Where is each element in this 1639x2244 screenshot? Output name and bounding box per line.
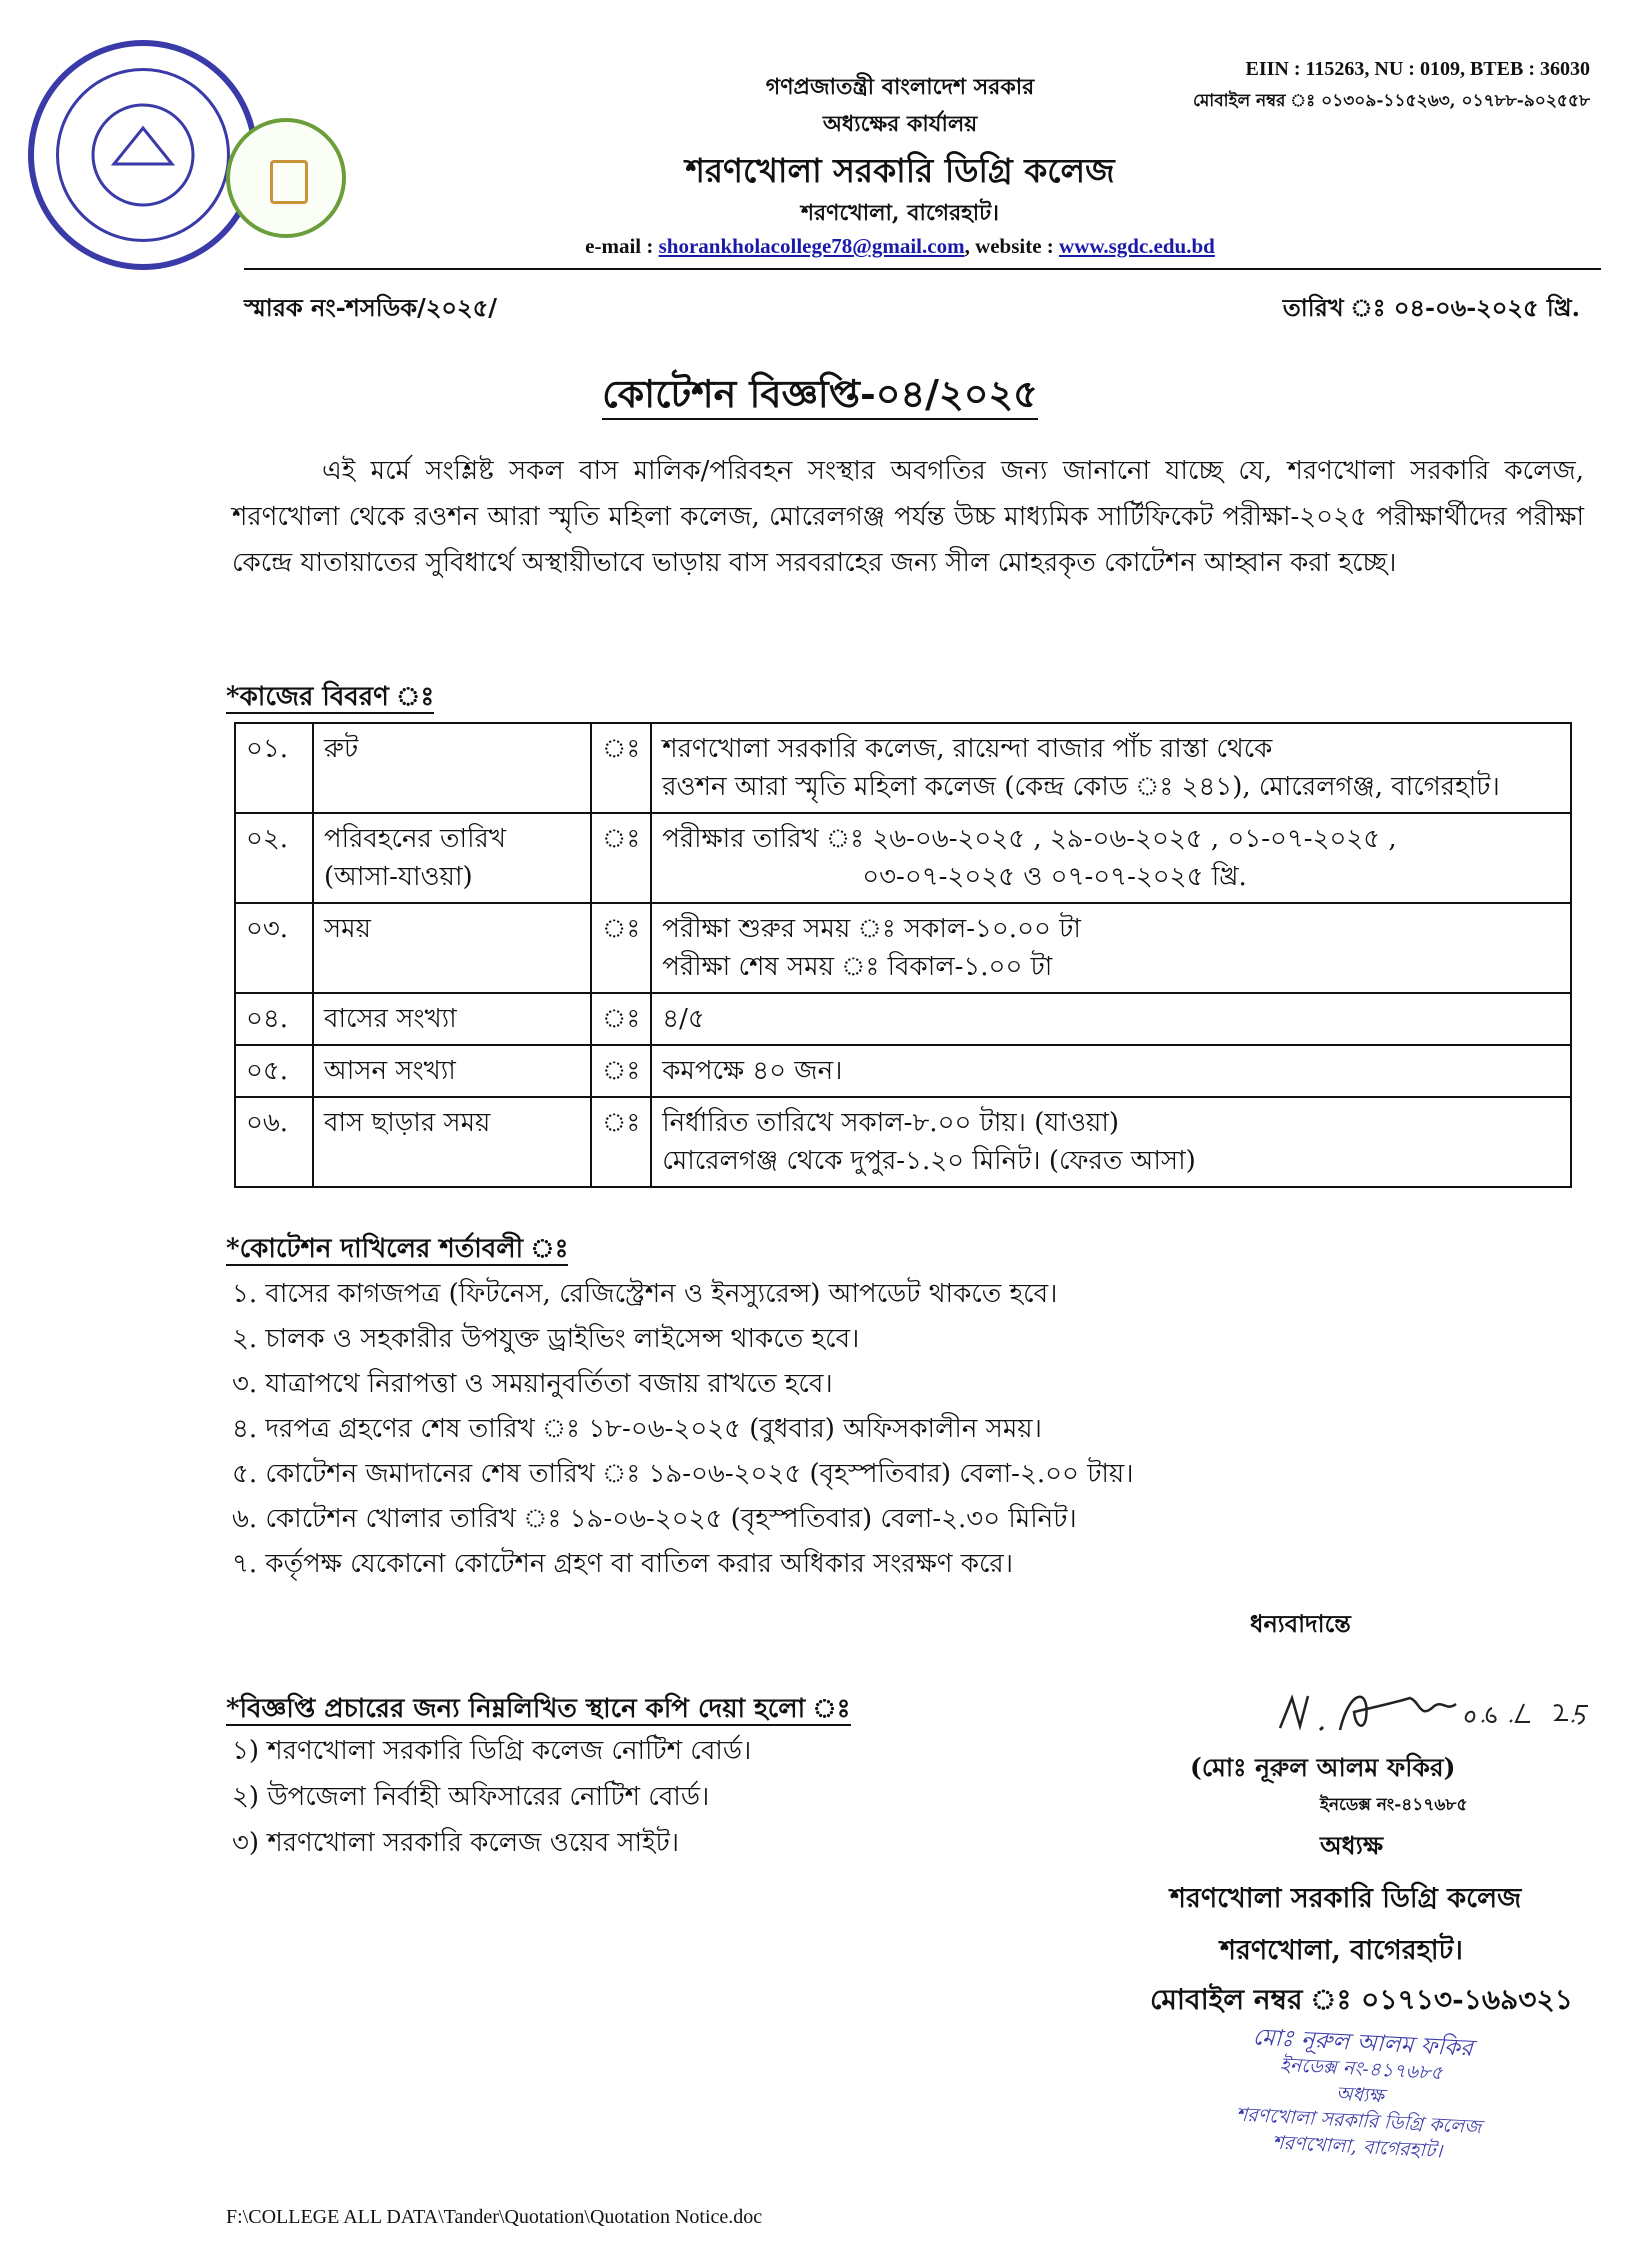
row-number: ০৪. <box>235 993 313 1045</box>
row-value-line: পরীক্ষার তারিখ ঃ ২৬-০৬-২০২৫ , ২৯-০৬-২০২৫ , ০১-০৭-২০২৫ , <box>662 824 1397 854</box>
table-row <box>235 723 1571 813</box>
row-value-line: মোরেলগঞ্জ থেকে দুপুর-১.২০ মিনিট। (ফেরত আসা) <box>662 1146 1196 1176</box>
row-separator: ঃ <box>591 813 651 903</box>
row-separator: ঃ <box>591 993 651 1045</box>
row-label: বাসের সংখ্যা <box>313 993 591 1045</box>
website-link[interactable]: www.sgdc.edu.bd <box>1059 234 1215 258</box>
table-row <box>235 903 1571 993</box>
row-value-line: ০৩-০৭-২০২৫ ও ০৭-০৭-২০২৫ খ্রি. <box>862 862 1247 892</box>
contact-line <box>440 234 1360 259</box>
eiin-info: EIIN : 115263, NU : 0109, BTEB : 36030 <box>1245 58 1590 80</box>
row-separator: ঃ <box>591 1045 651 1097</box>
notice-title-text: কোটেশন বিজ্ঞপ্তি-০৪/২০২৫ <box>602 371 1038 420</box>
condition-item: ৭. কর্তৃপক্ষ যেকোনো কোটেশন গ্রহণ বা বাতিল করার অধিকার সংরক্ষণ করে। <box>232 1549 1014 1579</box>
signatory-stamp <box>1177 2021 1543 2170</box>
row-number: ০২. <box>235 813 313 903</box>
row-value-line: রওশন আরা স্মৃতি মহিলা কলেজ (কেন্দ্র কোড ঃ ২৪১), মোরেলগঞ্জ, বাগেরহাট। <box>662 772 1500 802</box>
government-heading: গণপ্রজাতন্ত্রী বাংলাদেশ সরকার <box>765 74 1035 100</box>
seal-ring-icon <box>34 46 252 264</box>
row-label: বাস ছাড়ার সময় <box>313 1097 591 1187</box>
file-path-footer: F:\COLLEGE ALL DATA\Tander\Quotation\Quotation Notice.doc <box>226 2206 763 2228</box>
row-value <box>651 993 1571 1045</box>
handwritten-signature <box>1270 1668 1610 1752</box>
college-name: শরণখোলা সরকারি ডিগ্রি কলেজ <box>685 151 1115 190</box>
copy-item: ৩) শরণখোলা সরকারি কলেজ ওয়েব সাইট। <box>232 1828 680 1858</box>
signatory-place: শরণখোলা, বাগেরহাট। <box>1220 1935 1463 1966</box>
row-label: পরিবহনের তারিখ (আসা-যাওয়া) <box>313 813 591 903</box>
condition-item: ৩. যাত্রাপথে নিরাপত্তা ও সময়ানুবর্তিতা বজায় রাখতে হবে। <box>232 1369 833 1399</box>
row-value-line: শরণখোলা সরকারি কলেজ, রায়েন্দা বাজার পাঁচ রাস্তা থেকে <box>662 734 1273 764</box>
stamp-line: শরণখোলা, বাগেরহাট। <box>1271 2131 1443 2163</box>
college-place: শরণখোলা, বাগেরহাট। <box>801 200 999 226</box>
header-mobile: মোবাইল নম্বর ঃ ০১৩০৯-১১৫২৬৩, ০১৭৮৮-৯০২৫৫৮ <box>1192 91 1590 111</box>
college-seal-stamp <box>28 40 258 270</box>
row-number: ০৬. <box>235 1097 313 1187</box>
row-value-line: পরীক্ষা শেষ সময় ঃ বিকাল-১.০০ টা <box>662 952 1053 982</box>
copies-heading <box>226 1688 851 1732</box>
copy-item: ১) শরণখোলা সরকারি ডিগ্রি কলেজ নোটিশ বোর্ড। <box>232 1736 752 1766</box>
signatory-name: (মোঃ নূরুল আলম ফকির) <box>1190 1753 1456 1782</box>
row-number: ০১. <box>235 723 313 813</box>
details-heading-text: *কাজের বিবরণ ঃ <box>226 682 435 712</box>
row-value-line: নির্ধারিত তারিখে সকাল-৮.০০ টায়। (যাওয়া) <box>662 1108 1120 1138</box>
notice-title <box>420 365 1220 429</box>
stamp-line: অধ্যক্ষ <box>1335 2082 1385 2108</box>
row-value <box>651 1097 1571 1187</box>
row-value <box>651 1045 1571 1097</box>
signatory-mobile: মোবাইল নম্বর ঃ ০১৭১৩-১৬৯৩২১ <box>1150 1983 1573 2016</box>
office-heading: অধ্যক্ষের কার্যালয় <box>822 111 978 137</box>
row-label: আসন সংখ্যা <box>313 1045 591 1097</box>
email-link[interactable]: shorankholacollege78@gmail.com <box>658 234 965 258</box>
condition-item: ১. বাসের কাগজপত্র (ফিটনেস, রেজিস্ট্রেশন ও ইনস্যুরেন্স) আপডেট থাকতে হবে। <box>232 1279 1058 1309</box>
email-label: e-mail : <box>585 234 659 258</box>
college-logo <box>226 118 346 238</box>
row-number: ০৫. <box>235 1045 313 1097</box>
signature-scribble-icon <box>1270 1668 1610 1748</box>
condition-item: ২. চালক ও সহকারীর উপযুক্ত ড্রাইভিং লাইসেন্স থাকতে হবে। <box>232 1324 860 1354</box>
table-row <box>235 1097 1571 1187</box>
stamp-line: শরণখোলা সরকারি ডিগ্রি কলেজ <box>1235 2103 1482 2139</box>
row-separator: ঃ <box>591 903 651 993</box>
row-number: ০৩. <box>235 903 313 993</box>
signatory-college: শরণখোলা সরকারি ডিগ্রি কলেজ <box>1170 1883 1522 1914</box>
conditions-heading-text: *কোটেশন দাখিলের শর্তাবলী ঃ <box>226 1234 569 1264</box>
copy-item: ২) উপজেলা নির্বাহী অফিসারের নোটিশ বোর্ড। <box>232 1782 710 1812</box>
row-label: সময় <box>313 903 591 993</box>
row-value-line: কমপক্ষে ৪০ জন। <box>662 1056 843 1086</box>
website-label: , website : <box>964 234 1060 258</box>
condition-item: ৬. কোটেশন খোলার তারিখ ঃ ১৯-০৬-২০২৫ (বৃহস্পতিবার) বেলা-২.৩০ মিনিট। <box>232 1504 1077 1534</box>
header-divider <box>244 268 1601 270</box>
row-value <box>651 903 1571 993</box>
intro-paragraph: এই মর্মে সংশ্লিষ্ট সকল বাস মালিক/পরিবহন সংস্থার অবগতির জন্য জানানো যাচ্ছে যে, শরণখোলা সরকারি কলেজ, শরণখোলা থেকে রওশন আরা স্মৃতি মহিলা কলেজ, মোরেলগঞ্জ পর্যন্ত উচ্চ মাধ্যমিক সার্টিফিকেট পরীক্ষা-২০২৫ পরীক্ষার্থীদের পরীক্ষা কেন্দ্রে যাতায়াতের সুবিধার্থে অস্থায়ীভাবে ভাড়ায় বাস সরবরাহের জন্য সীল মোহরকৃত কোটেশন আহ্বান করা হচ্ছে। <box>232 456 1584 578</box>
thanks-text: ধন্যবাদান্তে <box>1250 1609 1351 1638</box>
signatory-role: অধ্যক্ষ <box>1320 1831 1384 1860</box>
row-value <box>651 813 1571 903</box>
table-row <box>235 1045 1571 1097</box>
condition-item: ৫. কোটেশন জমাদানের শেষ তারিখ ঃ ১৯-০৬-২০২৫ (বৃহস্পতিবার) বেলা-২.০০ টায়। <box>232 1459 1134 1489</box>
row-label: রুট <box>313 723 591 813</box>
details-table <box>234 722 1572 1188</box>
table-row <box>235 813 1571 903</box>
table-row <box>235 993 1571 1045</box>
conditions-heading <box>226 1228 568 1272</box>
memo-number: স্মারক নং-শসডিক/২০২৫/ <box>244 293 497 322</box>
condition-item: ৪. দরপত্র গ্রহণের শেষ তারিখ ঃ ১৮-০৬-২০২৫ (বুধবার) অফিসকালীন সময়। <box>232 1414 1042 1444</box>
stamp-line: ইনডেক্স নং-৪১৭৬৮৫ <box>1279 2053 1444 2085</box>
details-heading <box>226 676 434 720</box>
signatory-index: ইনডেক্স নং-৪১৭৬৮৫ <box>1320 1795 1468 1815</box>
row-value-line: পরীক্ষা শুরুর সময় ঃ সকাল-১০.০০ টা <box>662 914 1081 944</box>
copies-heading-text: *বিজ্ঞপ্তি প্রচারের জন্য নিম্নলিখিত স্থানে কপি দেয়া হলো ঃ <box>226 1694 851 1724</box>
row-value-line: ৪/৫ <box>662 1004 705 1034</box>
row-separator: ঃ <box>591 1097 651 1187</box>
row-separator: ঃ <box>591 723 651 813</box>
stamp-line: মোঃ নূরুল আলম ফকির <box>1252 2024 1474 2062</box>
notice-date: তারিখ ঃ ০৪-০৬-২০২৫ খ্রি. <box>1282 293 1580 322</box>
row-value <box>651 723 1571 813</box>
